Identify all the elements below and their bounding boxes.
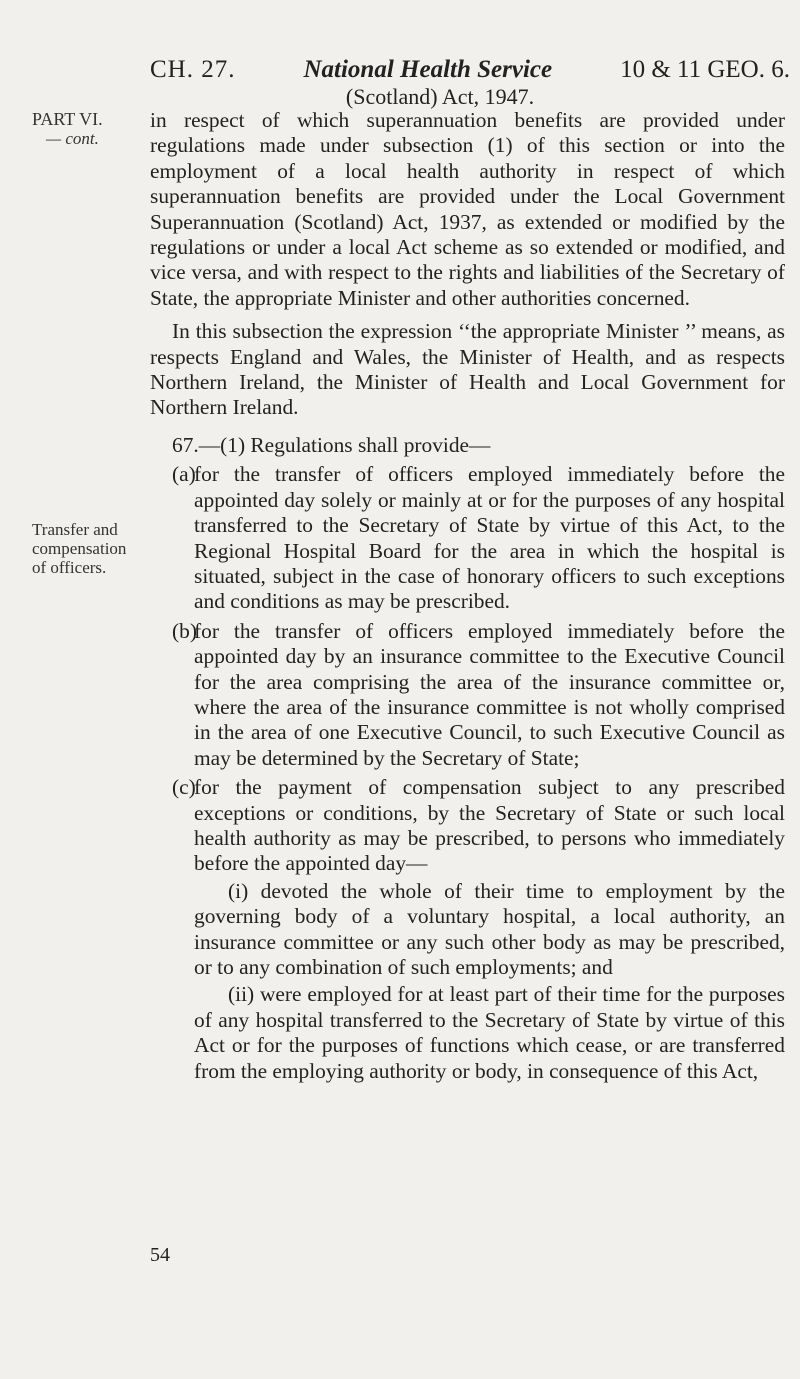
item-label: (a): [172, 462, 196, 487]
running-header: [150, 56, 790, 110]
act-title: National Health Service: [303, 56, 553, 83]
subitem-label: (ii): [228, 982, 255, 1007]
act-subtitle: (Scotland) Act, 1947.: [345, 84, 535, 109]
item-text: for the payment of compensation subject to any prescribed exceptions or conditions, by the Secretary of State or such local health authority as may be prescribed, to persons who immediately before the appointed day—: [194, 775, 785, 876]
subitem-text: devoted the whole of their time to employment by the governing body of a voluntary hospital, a local authority, an insurance committee or any such other body as may be prescribed, or to any combination of such employments; and: [194, 878, 785, 979]
subitem-label: (i): [228, 878, 249, 903]
section-67-intro: 67.—(1) Regulations shall provide—: [172, 432, 491, 457]
chapter-number: CH. 27.: [150, 56, 236, 83]
margin-note-part: [32, 110, 144, 148]
part-cont-label: — cont.: [46, 129, 99, 148]
list-item: [150, 462, 785, 614]
regnal-year: 10 & 11 GEO. 6.: [620, 56, 790, 83]
list-item: [150, 619, 785, 771]
margin-note-transfer: Transfer and compensation of officers.: [32, 520, 127, 577]
page-number: 54: [150, 1244, 170, 1266]
item-label: (b): [172, 618, 197, 643]
list-item: [150, 775, 785, 877]
paragraph-definition: In this subsection the expression ‘‘the appropriate Minister ’’ means, as respects England and Wales, the Minister of Health, and as respects Northern Ireland, the Minister of Health and Local Government for Northern Ireland.: [150, 319, 785, 420]
item-label: (c): [172, 775, 196, 800]
sub-list-item: [150, 879, 785, 981]
body-text: [150, 108, 785, 1084]
part-label: PART VI.: [32, 109, 103, 129]
paragraph-continuation: in respect of which superannuation benefits are provided under regulations made under subsection (1) of this section or into the employment of a local health authority in respect of which superannuation benefits are provided under the Local Government Superannuation (Scotland) Act, 1937, as extended or modified by the regulations or under a local Act scheme as so extended or modified, and vice versa, and with respect to the rights and liabilities of the Secretary of State, the appropriate Minister and other authorities concerned.: [150, 108, 785, 310]
sub-list-item: [150, 982, 785, 1084]
item-text: for the transfer of officers employed immediately before the appointed day by an insurance committee to the Executive Council for the area comprising the area of the insurance committee or, where the area of the insurance committee is not wholly comprised in the area of one Executive Council, to such Executive Council as may be determined by the Secretary of State;: [194, 618, 785, 770]
item-text: for the transfer of officers employed immediately before the appointed day solely or mainly at or for the purposes of any hospital transferred to the Secretary of State by virtue of this Act, to the Regional Hospital Board for the area in which the hospital is situated, subject in the case of honorary officers to such exceptions and conditions as may be prescribed.: [194, 462, 785, 614]
subitem-text: were employed for at least part of their time for the purposes of any hospital transferred to the Secretary of State by virtue of this Act or for the purposes of functions which cease, or are transferred from the employing authority or body, in consequence of this Act,: [194, 982, 785, 1083]
